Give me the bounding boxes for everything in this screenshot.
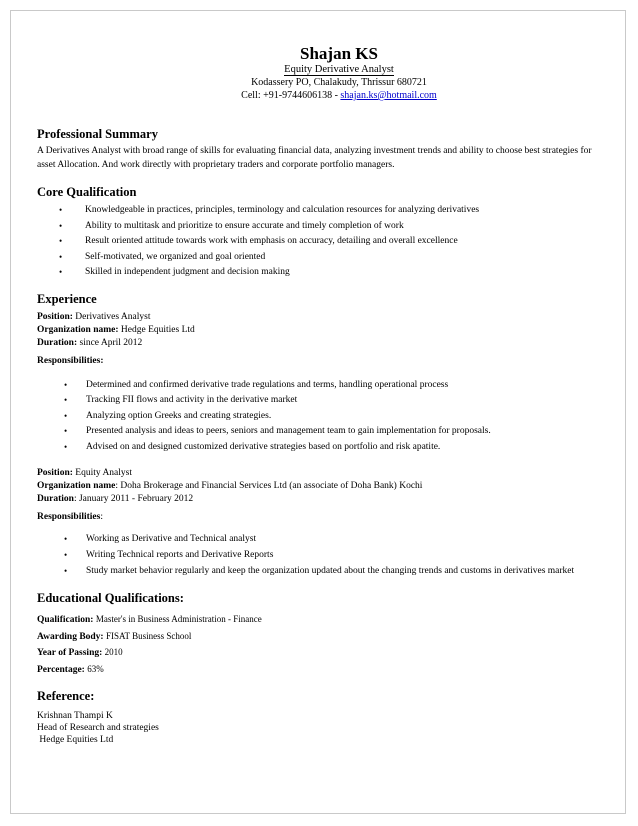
- bullet-icon: •: [64, 566, 68, 576]
- address: Kodassery PO, Chalakudy, Thrissur 680721: [251, 77, 427, 88]
- list-item: • Self-motivated, we organized and goal oriented: [37, 250, 597, 266]
- resume-header: [0, 44, 638, 102]
- bullet-icon: •: [64, 395, 68, 405]
- cell-number: Cell: +91-9744606138 -: [241, 90, 341, 101]
- responsibilities-list: [37, 378, 597, 456]
- job-organization: Organization name: Hedge Equities Ltd: [37, 324, 195, 335]
- contact-line: [40, 89, 638, 102]
- responsibilities-label: Responsibilities:: [37, 355, 104, 366]
- list-item: • Skilled in independent judgment and decision making: [37, 265, 597, 281]
- list-item: • Knowledgeable in practices, principles, terminology and calculation resources for analyzing derivatives: [37, 203, 597, 219]
- job-position: Position: Equity Analyst: [37, 468, 133, 478]
- reference-block: [37, 710, 597, 746]
- reference-name: Krishnan Thampi K: [37, 711, 113, 721]
- candidate-name: Shajan KS: [300, 44, 378, 63]
- job-2: [37, 467, 597, 579]
- bullet-icon: •: [59, 236, 63, 246]
- education-body: Awarding Body: FISAT Business School: [37, 630, 192, 642]
- reference-heading: Reference:: [37, 689, 95, 703]
- bullet-icon: •: [64, 410, 68, 421]
- job-duration: Duration: January 2011 - February 2012: [37, 494, 194, 504]
- reference-company: Hedge Equities Ltd: [37, 735, 114, 745]
- reference-role: Head of Research and strategies: [37, 723, 159, 733]
- education-block: [37, 612, 597, 678]
- list-item: • Writing Technical reports and Derivative Reports: [37, 548, 597, 564]
- list-item: • Advised on and designed customized derivative strategies based on portfolio and risk apatite.: [37, 440, 597, 456]
- summary-heading: Professional Summary: [37, 127, 158, 141]
- list-item: • Result oriented attitude towards work with emphasis on accuracy, detailing and overall excellence: [37, 234, 597, 250]
- education-year: Year of Passing: 2010: [37, 647, 123, 658]
- summary-text: A Derivatives Analyst with broad range of skills for evaluating financial data, analyzing investment trends and ability to choose best strategies for asset Allocation. And work directly with proprietary traders and corporate portfolio managers.: [37, 146, 592, 170]
- email-link[interactable]: shajan.ks@hotmail.com: [340, 90, 437, 101]
- job-organization: Organization name: Doha Brokerage and Financial Services Ltd (an associate of Doha Bank) Kochi: [37, 481, 423, 491]
- list-item: • Tracking FII flows and activity in the derivative market: [37, 393, 597, 409]
- bullet-icon: •: [59, 251, 63, 262]
- list-item: • Determined and confirmed derivative trade regulations and terms, handling operational process: [37, 378, 597, 394]
- education-heading: Educational Qualifications:: [37, 591, 184, 605]
- job-position: Position: Derivatives Analyst: [37, 311, 151, 322]
- list-item: • Analyzing option Greeks and creating strategies.: [37, 409, 597, 425]
- list-item: • Ability to multitask and prioritize to ensure accurate and timely completion of work: [37, 219, 597, 235]
- education-percentage: Percentage: 63%: [37, 663, 104, 675]
- candidate-title: [40, 64, 638, 76]
- bullet-icon: •: [59, 267, 63, 277]
- bullet-icon: •: [59, 205, 63, 215]
- list-item: • Study market behavior regularly and keep the organization updated about the changing trends and customs in derivatives market: [37, 563, 597, 579]
- responsibilities-list: [37, 532, 597, 579]
- list-item: • Presented analysis and ideas to peers, seniors and management team to gain implementation for proposals.: [37, 424, 597, 440]
- bullet-icon: •: [59, 220, 63, 231]
- responsibilities-label: Responsibilities:: [37, 512, 103, 522]
- job-1: [37, 311, 597, 456]
- bullet-icon: •: [64, 441, 68, 452]
- list-item: • Working as Derivative and Technical analyst: [37, 532, 597, 548]
- core-list: [37, 203, 597, 281]
- core-heading: Core Qualification: [37, 185, 137, 199]
- candidate-title-text: Equity Derivative Analyst: [284, 64, 394, 75]
- bullet-icon: •: [64, 549, 68, 560]
- job-duration: Duration: since April 2012: [37, 337, 143, 348]
- education-qualification: Qualification: Master's in Business Administration - Finance: [37, 614, 262, 625]
- experience-heading: Experience: [37, 291, 97, 306]
- bullet-icon: •: [64, 534, 68, 544]
- resume-body: [37, 127, 597, 746]
- bullet-icon: •: [64, 379, 68, 390]
- bullet-icon: •: [64, 426, 68, 436]
